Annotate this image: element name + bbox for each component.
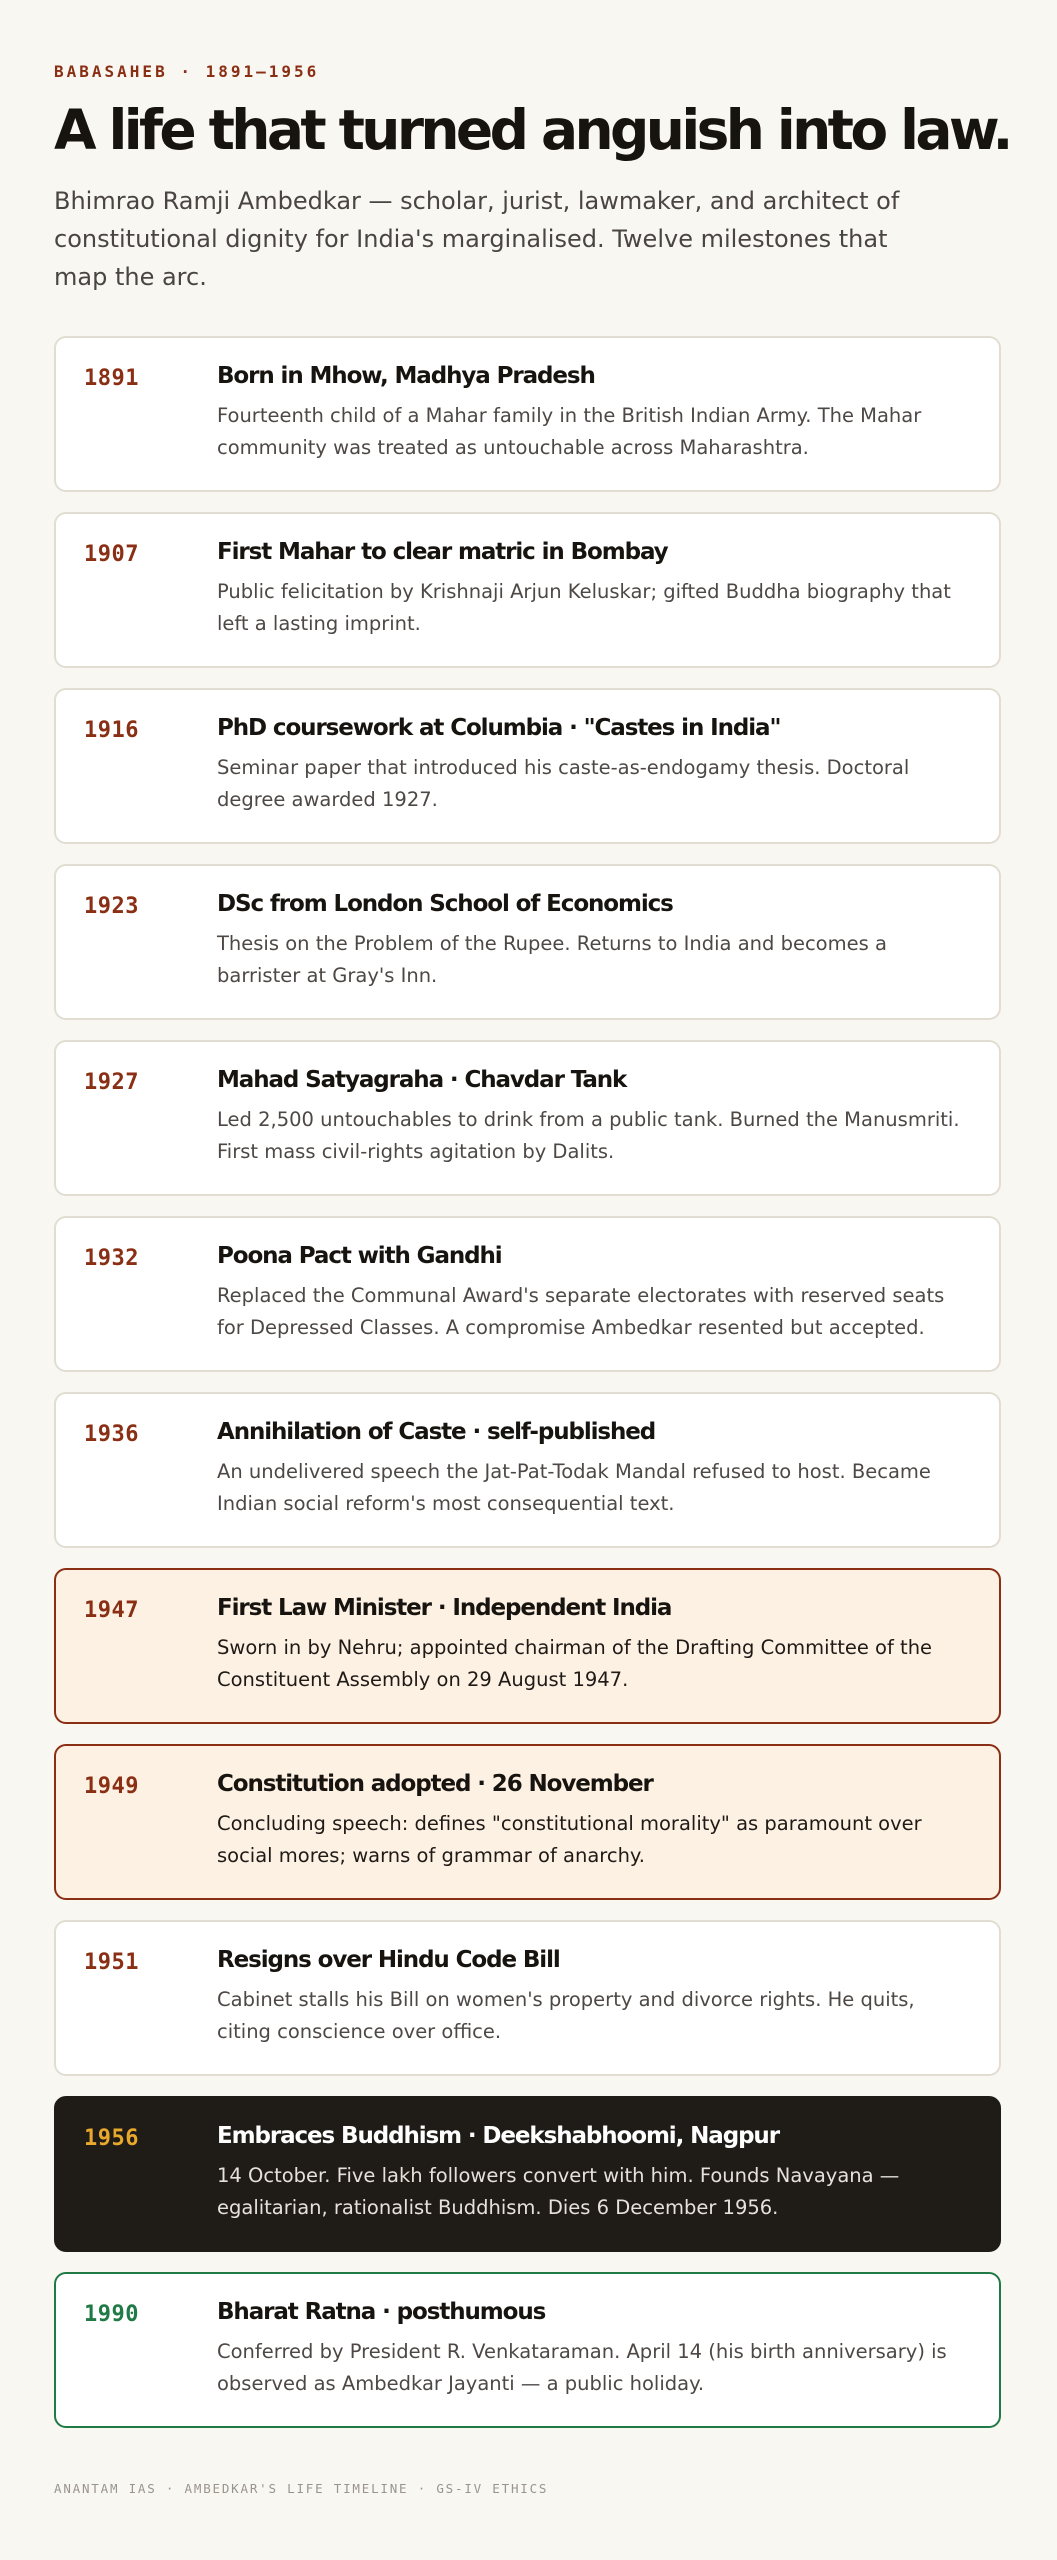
page-lede: Bhimrao Ramji Ambedkar — scholar, jurist, lawmaker, and architect of constitutional dignity for India's marginalised. Twelve milestones that map the arc. — [54, 187, 900, 291]
page-title: A life that turned anguish into law. — [54, 98, 1010, 162]
milestone-description: Led 2,500 untouchables to drink from a public tank. Burned the Manusmriti. First mass civil-rights agitation by Dalits. — [217, 1108, 960, 1163]
milestone-year: 1947 — [84, 1598, 139, 1623]
milestone-year: 1990 — [84, 2302, 139, 2327]
milestone-title: Poona Pact with Gandhi — [217, 1243, 502, 1269]
milestone-year: 1927 — [84, 1070, 139, 1095]
milestone-card-1936 — [54, 1392, 1001, 1548]
milestone-description: Fourteenth child of a Mahar family in the British Indian Army. The Mahar community was treated as untouchable across Maharashtra. — [217, 404, 922, 459]
milestone-year: 1951 — [84, 1950, 139, 1975]
milestone-timeline — [54, 336, 1001, 2448]
milestone-card-1916 — [54, 688, 1001, 844]
milestone-title: Resigns over Hindu Code Bill — [217, 1947, 560, 1973]
milestone-card-1923 — [54, 864, 1001, 1020]
milestone-card-1907 — [54, 512, 1001, 668]
milestone-year: 1923 — [84, 894, 139, 919]
milestone-description: Public felicitation by Krishnaji Arjun Keluskar; gifted Buddha biography that left a lasting imprint. — [217, 580, 951, 635]
footer-credit: ANANTAM IAS · AMBEDKAR'S LIFE TIMELINE · GS-IV ETHICS — [54, 2481, 549, 2496]
milestone-description: Cabinet stalls his Bill on women's property and divorce rights. He quits, citing conscience over office. — [217, 1988, 915, 2043]
milestone-title: Mahad Satyagraha · Chavdar Tank — [217, 1067, 627, 1093]
milestone-description: Thesis on the Problem of the Rupee. Returns to India and becomes a barrister at Gray's Inn. — [217, 932, 887, 987]
milestone-title: PhD coursework at Columbia · "Castes in India" — [217, 715, 781, 741]
milestone-title: First Law Minister · Independent India — [217, 1595, 672, 1621]
milestone-card-1990 — [54, 2272, 1001, 2428]
milestone-year: 1949 — [84, 1774, 139, 1799]
milestone-year: 1932 — [84, 1246, 139, 1271]
milestone-year: 1916 — [84, 718, 139, 743]
milestone-title: DSc from London School of Economics — [217, 891, 673, 917]
milestone-card-1951 — [54, 1920, 1001, 2076]
milestone-card-1891 — [54, 336, 1001, 492]
milestone-title: First Mahar to clear matric in Bombay — [217, 539, 668, 565]
milestone-card-1956 — [54, 2096, 1001, 2252]
milestone-title: Born in Mhow, Madhya Pradesh — [217, 363, 595, 389]
milestone-title: Constitution adopted · 26 November — [217, 1771, 653, 1797]
milestone-card-1947 — [54, 1568, 1001, 1724]
milestone-card-1927 — [54, 1040, 1001, 1196]
milestone-description: 14 October. Five lakh followers convert with him. Founds Navayana — egalitarian, rationalist Buddhism. Dies 6 December 1956. — [217, 2164, 900, 2219]
eyebrow-label: BABASAHEB · 1891–1956 — [54, 62, 320, 81]
milestone-year: 1936 — [84, 1422, 139, 1447]
milestone-card-1932 — [54, 1216, 1001, 1372]
milestone-description: Seminar paper that introduced his caste-as-endogamy thesis. Doctoral degree awarded 1927. — [217, 756, 910, 811]
milestone-title: Bharat Ratna · posthumous — [217, 2299, 546, 2325]
milestone-year: 1891 — [84, 366, 139, 391]
milestone-description: An undelivered speech the Jat-Pat-Todak Mandal refused to host. Became Indian social reform's most consequential text. — [217, 1460, 931, 1515]
milestone-description: Concluding speech: defines "constitutional morality" as paramount over social mores; warns of grammar of anarchy. — [217, 1812, 922, 1867]
milestone-description: Sworn in by Nehru; appointed chairman of the Drafting Committee of the Constituent Assembly on 29 August 1947. — [217, 1636, 933, 1691]
milestone-description: Replaced the Communal Award's separate electorates with reserved seats for Depressed Classes. A compromise Ambedkar resented but accepted. — [217, 1284, 945, 1339]
milestone-title: Annihilation of Caste · self-published — [217, 1419, 656, 1445]
milestone-title: Embraces Buddhism · Deekshabhoomi, Nagpur — [217, 2123, 779, 2149]
milestone-year: 1907 — [84, 542, 139, 567]
milestone-card-1949 — [54, 1744, 1001, 1900]
milestone-description: Conferred by President R. Venkataraman. April 14 (his birth anniversary) is observed as Ambedkar Jayanti — a public holiday. — [217, 2340, 947, 2395]
milestone-year: 1956 — [84, 2126, 139, 2151]
